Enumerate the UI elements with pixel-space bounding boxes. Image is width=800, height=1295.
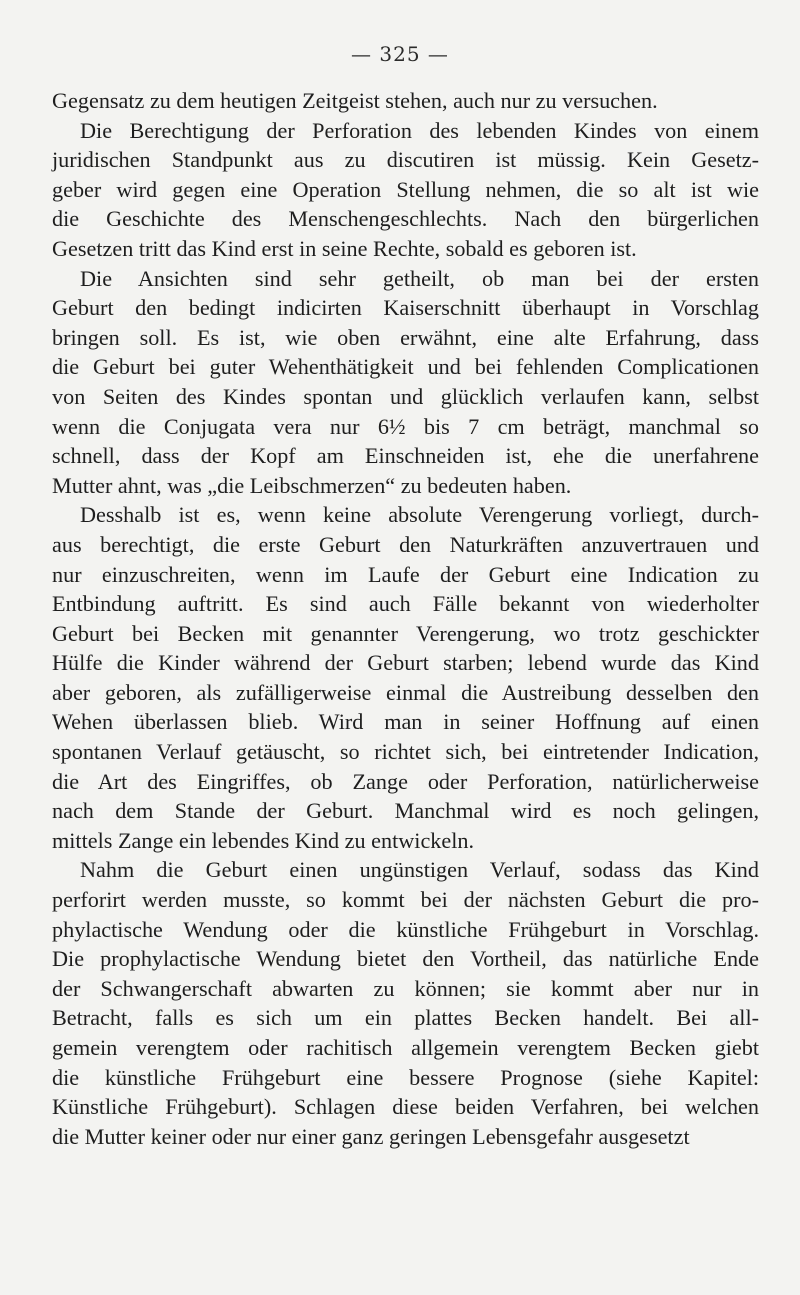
text-line: aber geboren, als zufälligerweise einmal die Austreibung desselben den xyxy=(52,679,759,705)
text-line: Die Berechtigung der Perforation des lebenden Kindes von einem xyxy=(80,117,759,143)
text-line: nach dem Stande der Geburt. Manchmal wird es noch gelingen, xyxy=(52,798,759,824)
text-line: Betracht, falls es sich um ein plattes Becken handelt. Bei all- xyxy=(52,1005,759,1031)
paragraph xyxy=(52,264,759,501)
text-line: die Art des Eingriffes, ob Zange oder Perforation, natürlicherweise xyxy=(52,768,759,794)
text-line: Mutter ahnt, was „die Leibschmerzen“ zu bedeuten haben. xyxy=(52,472,572,498)
text-line: mittels Zange ein lebendes Kind zu entwickeln. xyxy=(52,827,475,853)
text-line: aus berechtigt, die erste Geburt den Naturkräften anzuvertrauen und xyxy=(52,531,759,557)
text-line: Die Ansichten sind sehr getheilt, ob man bei der ersten xyxy=(80,265,759,291)
text-line: phylactische Wendung oder die künstliche Frühgeburt in Vorschlag. xyxy=(52,916,759,942)
text-line: die Geschichte des Menschengeschlechts. Nach den bürgerlichen xyxy=(52,206,759,232)
text-line: bringen soll. Es ist, wie oben erwähnt, eine alte Erfahrung, dass xyxy=(52,324,759,350)
text-line: Die prophylactische Wendung bietet den Vortheil, das natürliche Ende xyxy=(52,946,759,972)
text-line: perforirt werden musste, so kommt bei der nächsten Geburt die pro- xyxy=(52,887,759,913)
text-line: Desshalb ist es, wenn keine absolute Verengerung vorliegt, durch- xyxy=(80,502,759,528)
text-line: gemein verengtem oder rachitisch allgemein verengtem Becken giebt xyxy=(52,1035,759,1060)
text-line: Künstliche Frühgeburt). Schlagen diese beiden Verfahren, bei welchen xyxy=(52,1094,759,1120)
body-text xyxy=(52,86,759,1151)
text-line: Wehen überlassen blieb. Wird man in seiner Hoffnung auf einen xyxy=(52,709,759,735)
text-line: die Mutter keiner oder nur einer ganz geringen Lebensgefahr ausgesetzt xyxy=(52,1123,690,1149)
text-line: Geburt den bedingt indicirten Kaiserschnitt überhaupt in Vorschlag xyxy=(52,295,759,321)
paragraph xyxy=(52,116,759,264)
text-line: schnell, dass der Kopf am Einschneiden ist, ehe die unerfahrene xyxy=(52,443,759,469)
paragraph xyxy=(52,86,759,116)
text-line: Geburt bei Becken mit genannter Verengerung, wo trotz geschickter xyxy=(52,620,759,646)
text-line: Gegensatz zu dem heutigen Zeitgeist stehen, auch nur zu versuchen. xyxy=(52,88,658,113)
text-line: die künstliche Frühgeburt eine bessere Prognose (siehe Kapitel: xyxy=(52,1064,759,1090)
text-line: juridischen Standpunkt aus zu discutiren ist müssig. Kein Gesetz- xyxy=(52,147,759,173)
paragraph xyxy=(52,500,759,855)
paragraph xyxy=(52,855,759,1151)
text-line: Hülfe die Kinder während der Geburt starben; lebend wurde das Kind xyxy=(52,650,759,676)
text-line: Nahm die Geburt einen ungünstigen Verlauf, sodass das Kind xyxy=(80,857,759,883)
text-line: von Seiten des Kindes spontan und glücklich verlaufen kann, selbst xyxy=(52,383,759,409)
text-line: Gesetzen tritt das Kind erst in seine Rechte, sobald es geboren ist. xyxy=(52,235,637,261)
text-line: die Geburt bei guter Wehenthätigkeit und bei fehlenden Complicationen xyxy=(52,354,759,380)
text-line: wenn die Conjugata vera nur 6½ bis 7 cm beträgt, manchmal so xyxy=(52,413,759,439)
text-line: nur einzuschreiten, wenn im Laufe der Geburt eine Indication zu xyxy=(52,561,759,587)
text-line: geber wird gegen eine Operation Stellung nehmen, die so alt ist wie xyxy=(52,176,759,202)
text-line: spontanen Verlauf getäuscht, so richtet sich, bei eintretender Indication, xyxy=(52,739,759,765)
page-number: — 325 — xyxy=(351,42,449,66)
text-line: Entbindung auftritt. Es sind auch Fälle bekannt von wiederholter xyxy=(52,591,759,617)
text-line: der Schwangerschaft abwarten zu können; sie kommt aber nur in xyxy=(52,975,759,1001)
